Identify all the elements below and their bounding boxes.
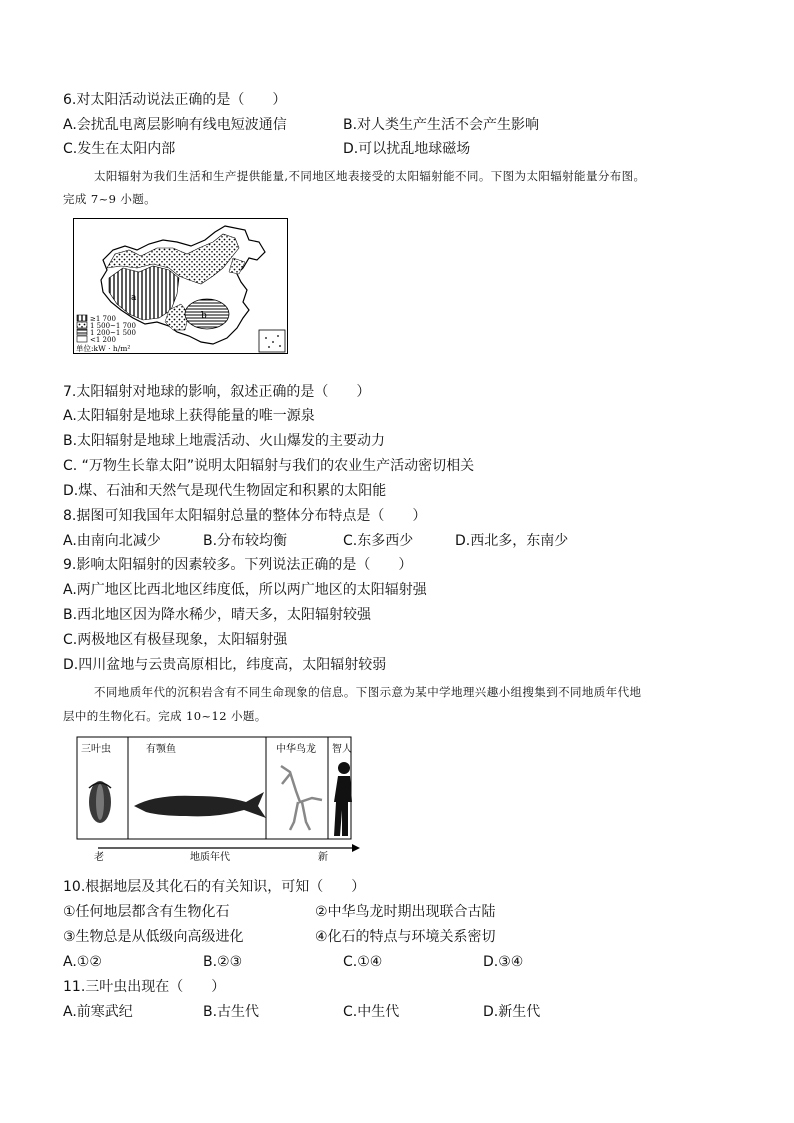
legend-label-1: ≥1 700 [90, 315, 116, 323]
q8-option-c: C.东多西少 [343, 533, 414, 549]
q9-option-b: B.西北地区因为降水稀少，晴天多，太阳辐射较强 [63, 607, 372, 623]
q7-option-a: A.太阳辐射是地球上获得能量的唯一源泉 [63, 408, 315, 424]
q7-option-c: C. “万物生长靠太阳”说明太阳辐射与我们的农业生产活动密切相关 [63, 458, 475, 474]
q10-stem: 10.根据地层及其化石的有关知识，可知（ ） [63, 879, 366, 895]
map-label-a: a [131, 293, 137, 303]
q9-option-a: A.两广地区比西北地区纬度低，所以两广地区的太阳辐射强 [63, 582, 427, 598]
q8-option-b: B.分布较均衡 [203, 533, 288, 549]
q10-statement-2: ②中华鸟龙时期出现联合古陆 [315, 904, 496, 920]
legend-swatch-3 [77, 329, 87, 335]
q8-stem: 8.据图可知我国年太阳辐射总量的整体分布特点是（ ） [63, 508, 427, 524]
q8-option-a: A.由南向北减少 [63, 533, 161, 549]
fossil-label-sinosauropteryx: 中华鸟龙 [276, 744, 316, 755]
q9-option-d: D.四川盆地与云贵高原相比，纬度高，太阳辐射较弱 [63, 657, 387, 673]
intro-10-12-line1: 不同地质年代的沉积岩含有不同生命现象的信息。下图示意为某中学地理兴趣小组搜集到不同地质年代地 [94, 685, 642, 699]
fossil-figure [76, 736, 366, 864]
q10-statement-1: ①任何地层都含有生物化石 [63, 904, 230, 920]
q11-option-c: C.中生代 [343, 1004, 400, 1020]
q10-option-b: B.②③ [203, 954, 243, 970]
solar-radiation-map [73, 218, 288, 354]
fossil-label-trilobite: 三叶虫 [81, 744, 111, 755]
q6-stem: 6.对太阳活动说法正确的是（ ） [63, 92, 287, 108]
legend-label-4: <1 200 [90, 336, 116, 344]
legend-label-3: 1 200~1 500 [90, 329, 136, 337]
q7-stem: 7.太阳辐射对地球的影响，叙述正确的是（ ） [63, 384, 371, 400]
q11-option-b: B.古生代 [203, 1004, 260, 1020]
q6-option-b: B.对人类生产生活不会产生影响 [343, 117, 540, 133]
map-label-b: b [201, 311, 207, 321]
intro-7-9-line1: 太阳辐射为我们生活和生产提供能量,不同地区地表接受的太阳辐射能不同。下图为太阳辐射能量分布图。 [94, 169, 646, 183]
q10-statement-4: ④化石的特点与环境关系密切 [315, 929, 496, 945]
legend-label-2: 1 500~1 700 [90, 322, 136, 330]
axis-label-geologic-time: 地质年代 [190, 852, 230, 863]
south-sea-inset [259, 330, 285, 352]
q9-option-c: C.两极地区有极昼现象，太阳辐射强 [63, 632, 288, 648]
q7-option-b: B.太阳辐射是地球上地震活动、火山爆发的主要动力 [63, 433, 386, 449]
q10-option-d: D.③④ [483, 954, 524, 970]
intro-7-9-line2: 完成 7~9 小题。 [63, 192, 157, 206]
q6-option-c: C.发生在太阳内部 [63, 141, 176, 157]
q10-statement-3: ③生物总是从低级向高级进化 [63, 929, 244, 945]
q6-option-d: D.可以扰乱地球磁场 [343, 141, 471, 157]
time-axis-arrow [352, 844, 360, 852]
q9-stem: 9.影响太阳辐射的因素较多。下列说法正确的是（ ） [63, 557, 413, 573]
region-low-basin [185, 299, 229, 329]
q10-option-c: C.①④ [343, 954, 383, 970]
legend-swatch-2 [77, 322, 87, 328]
q11-option-d: D.新生代 [483, 1004, 541, 1020]
intro-10-12-line2: 层中的生物化石。完成 10~12 小题。 [63, 709, 267, 723]
q7-option-d: D.煤、石油和天然气是现代生物固定和积累的太阳能 [63, 483, 387, 499]
legend-swatch-4 [77, 336, 87, 342]
q10-option-a: A.①② [63, 954, 102, 970]
axis-label-new: 新 [318, 852, 328, 863]
q6-option-a: A.会扰乱电离层影响有线电短波通信 [63, 117, 287, 133]
fossil-label-jawed-fish: 有颚鱼 [146, 744, 176, 755]
map-unit: 单位:kW · h/m² [76, 344, 131, 353]
q11-option-a: A.前寒武纪 [63, 1004, 133, 1020]
axis-label-old: 老 [94, 852, 104, 863]
q8-option-d: D.西北多，东南少 [455, 533, 569, 549]
fossil-label-homo-sapiens: 智人 [332, 744, 352, 755]
legend-swatch-1 [77, 315, 87, 321]
q11-stem: 11.三叶虫出现在（ ） [63, 979, 226, 995]
trilobite-image [89, 781, 111, 823]
